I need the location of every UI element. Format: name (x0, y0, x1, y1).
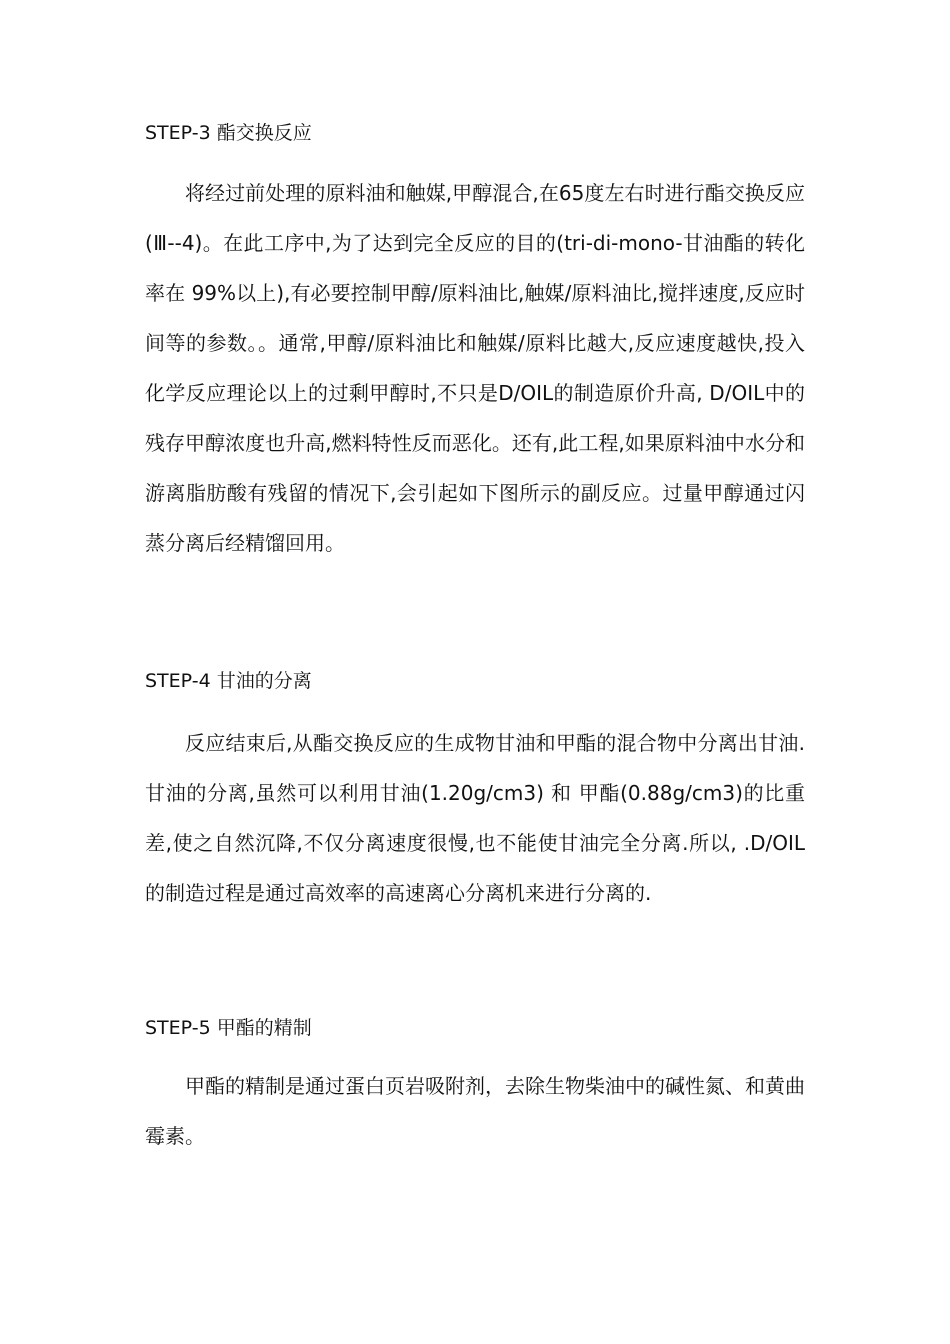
section-paragraph: 甲酯的精制是通过蛋白页岩吸附剂，去除生物柴油中的碱性氮、和黄曲霉素。 (145, 1074, 805, 1148)
section-paragraph: 将经过前处理的原料油和触媒,甲醇混合,在65度左右时进行酯交换反应(Ⅲ--4)。在此工序中,为了达到完全反应的目的(tri-di-mono-甘油酯的转化率在 99%以上),有必要控制甲醇/原料油比,触媒/原料油比,搅拌速度,反应时间等的参数。。通常,甲醇/原料油比和触媒/原料比越大,反应速度越快,投入化学反应理论以上的过剩甲醇时,不只是D/OIL的制造原价升高, D/OIL中的残存甲醇浓度也升高,燃料特性反而恶化。还有,此工程,如果原料油中水分和游离脂肪酸有残留的情况下,会引起如下图所示的副反应。过量甲醇通过闪蒸分离后经精馏回用。 (145, 181, 805, 555)
section-heading: STEP-5 甲酯的精制 (145, 1017, 312, 1039)
section-paragraph: 反应结束后,从酯交换反应的生成物甘油和甲酯的混合物中分离出甘油. 甘油的分离,虽然可以利用甘油(1.20g/cm3) 和 甲酯(0.88g/cm3)的比重差,使之自然沉降,不仅分离速度很慢,也不能使甘油完全分离.所以, .D/OIL 的制造过程是通过高效率的高速离心分离机来进行分离的. (145, 731, 805, 905)
section-step-3 (145, 120, 805, 568)
section-step-4 (145, 668, 805, 918)
section-step-5 (145, 1015, 805, 1161)
section-heading: STEP-3 酯交换反应 (145, 122, 312, 144)
section-heading: STEP-4 甘油的分离 (145, 670, 312, 692)
